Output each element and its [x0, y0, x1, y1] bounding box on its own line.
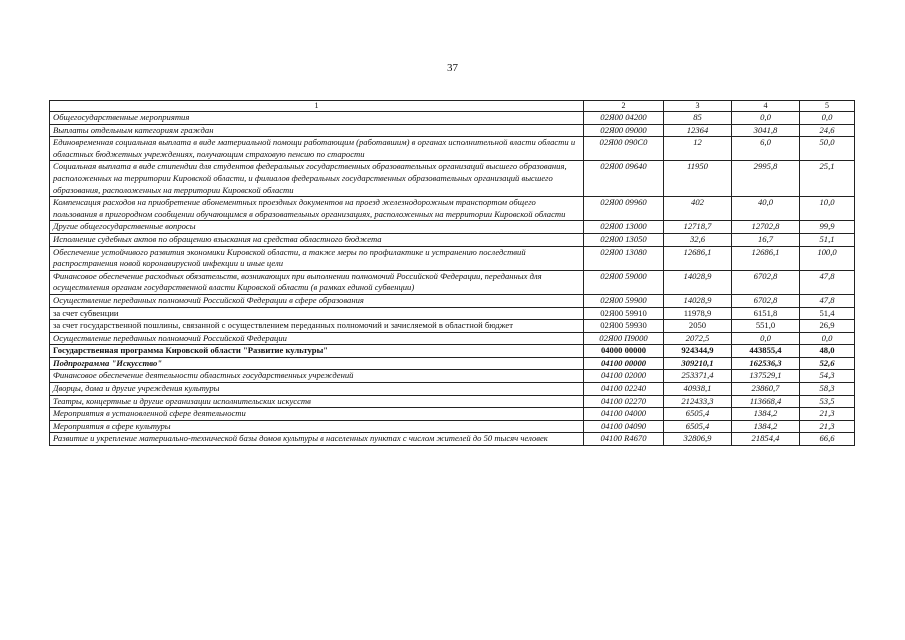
table-row — [50, 395, 855, 408]
row-percent-cell: 47,8 — [800, 294, 855, 307]
row-name-cell: Выплаты отдельным категориям граждан — [50, 124, 584, 137]
row-percent-cell: 26,9 — [800, 320, 855, 333]
row-actual-value-cell: 21854,4 — [732, 433, 800, 446]
header-col-2: 2 — [584, 101, 664, 112]
row-percent-cell: 99,9 — [800, 221, 855, 234]
table-row — [50, 345, 855, 358]
table-header-row — [50, 101, 855, 112]
row-actual-value-cell: 0,0 — [732, 332, 800, 345]
row-plan-value-cell: 924344,9 — [664, 345, 732, 358]
row-actual-value-cell: 12702,8 — [732, 221, 800, 234]
row-plan-value-cell: 32806,9 — [664, 433, 732, 446]
row-actual-value-cell: 3041,8 — [732, 124, 800, 137]
row-percent-cell: 21,3 — [800, 420, 855, 433]
table-row — [50, 370, 855, 383]
row-percent-cell: 52,6 — [800, 357, 855, 370]
table-row — [50, 124, 855, 137]
row-actual-value-cell: 2995,8 — [732, 161, 800, 197]
row-plan-value-cell: 12364 — [664, 124, 732, 137]
row-name-cell: Государственная программа Кировской области "Развитие культуры" — [50, 345, 584, 358]
row-percent-cell: 0,0 — [800, 332, 855, 345]
row-code-cell: 04100 02240 — [584, 383, 664, 396]
row-code-cell: 02Я00 090С0 — [584, 137, 664, 161]
row-percent-cell: 25,1 — [800, 161, 855, 197]
row-code-cell: 02Я00 13050 — [584, 233, 664, 246]
row-plan-value-cell: 402 — [664, 197, 732, 221]
row-plan-value-cell: 6505,4 — [664, 408, 732, 421]
row-code-cell: 04100 02270 — [584, 395, 664, 408]
row-name-cell: Мероприятия в сфере культуры — [50, 420, 584, 433]
row-name-cell: Исполнение судебных актов по обращению взыскания на средства областного бюджета — [50, 233, 584, 246]
table-row — [50, 294, 855, 307]
row-percent-cell: 58,3 — [800, 383, 855, 396]
table-row — [50, 270, 855, 294]
row-percent-cell: 50,0 — [800, 137, 855, 161]
row-plan-value-cell: 2072,5 — [664, 332, 732, 345]
row-name-cell: Театры, концертные и другие организации исполнительских искусств — [50, 395, 584, 408]
row-plan-value-cell: 32,6 — [664, 233, 732, 246]
row-plan-value-cell: 14028,9 — [664, 270, 732, 294]
table-row — [50, 332, 855, 345]
row-code-cell: 04000 00000 — [584, 345, 664, 358]
table-row — [50, 246, 855, 270]
row-code-cell: 02Я00 13000 — [584, 221, 664, 234]
row-name-cell: Мероприятия в установленной сфере деятельности — [50, 408, 584, 421]
row-plan-value-cell: 212433,3 — [664, 395, 732, 408]
row-percent-cell: 21,3 — [800, 408, 855, 421]
table-row — [50, 383, 855, 396]
row-percent-cell: 51,4 — [800, 307, 855, 320]
row-actual-value-cell: 12686,1 — [732, 246, 800, 270]
row-actual-value-cell: 23860,7 — [732, 383, 800, 396]
row-plan-value-cell: 12686,1 — [664, 246, 732, 270]
row-actual-value-cell: 16,7 — [732, 233, 800, 246]
row-code-cell: 02Я00 59000 — [584, 270, 664, 294]
row-plan-value-cell: 85 — [664, 112, 732, 125]
row-percent-cell: 0,0 — [800, 112, 855, 125]
row-code-cell: 04100 00000 — [584, 357, 664, 370]
row-code-cell: 02Я00 59900 — [584, 294, 664, 307]
budget-table — [49, 100, 855, 446]
table-row — [50, 112, 855, 125]
row-code-cell: 04100 R4670 — [584, 433, 664, 446]
row-code-cell: 04100 04090 — [584, 420, 664, 433]
row-actual-value-cell: 1384,2 — [732, 408, 800, 421]
row-percent-cell: 100,0 — [800, 246, 855, 270]
row-name-cell: Финансовое обеспечение деятельности областных государственных учреждений — [50, 370, 584, 383]
row-name-cell: Развитие и укрепление материально-технической базы домов культуры в населенных пунктах с числом жителей до 50 тысяч человек — [50, 433, 584, 446]
row-code-cell: 02Я00 59930 — [584, 320, 664, 333]
row-plan-value-cell: 14028,9 — [664, 294, 732, 307]
row-name-cell: Социальная выплата в виде стипендии для студентов федеральных государственных образовательных организаций высшего образования, расположенных на территории Кировской области, и филиалов федеральных государственных образовательных организаций высшего образования, расположенных на территории Кировской области — [50, 161, 584, 197]
row-code-cell: 02Я00 09960 — [584, 197, 664, 221]
row-percent-cell: 10,0 — [800, 197, 855, 221]
row-plan-value-cell: 11950 — [664, 161, 732, 197]
table-row — [50, 161, 855, 197]
row-name-cell: Финансовое обеспечение расходных обязательств, возникающих при выполнении полномочий Российской Федерации, переданных для осуществления органам государственной власти Кировской области (в рамках единой субвенции) — [50, 270, 584, 294]
header-col-1: 1 — [50, 101, 584, 112]
header-col-4: 4 — [732, 101, 800, 112]
row-name-cell: Общегосударственные мероприятия — [50, 112, 584, 125]
row-plan-value-cell: 40938,1 — [664, 383, 732, 396]
row-code-cell: 02Я00 09000 — [584, 124, 664, 137]
table-row — [50, 233, 855, 246]
row-name-cell: Обеспечение устойчивого развития экономики Кировской области, а также меры по профилактике и устранению последствий распространения новой коронавирусной инфекции и иные цели — [50, 246, 584, 270]
row-plan-value-cell: 12 — [664, 137, 732, 161]
row-plan-value-cell: 12718,7 — [664, 221, 732, 234]
row-percent-cell: 54,3 — [800, 370, 855, 383]
header-col-3: 3 — [664, 101, 732, 112]
row-name-cell: Осуществление переданных полномочий Российской Федерации в сфере образования — [50, 294, 584, 307]
row-percent-cell: 51,1 — [800, 233, 855, 246]
table-row — [50, 433, 855, 446]
row-name-cell: за счет субвенции — [50, 307, 584, 320]
row-percent-cell: 24,6 — [800, 124, 855, 137]
row-percent-cell: 66,6 — [800, 433, 855, 446]
row-actual-value-cell: 551,0 — [732, 320, 800, 333]
row-code-cell: 02Я00 П9000 — [584, 332, 664, 345]
row-plan-value-cell: 309210,1 — [664, 357, 732, 370]
row-percent-cell: 47,8 — [800, 270, 855, 294]
row-name-cell: Единовременная социальная выплата в виде материальной помощи работающим (работавшим) в органах исполнительной власти области и областных бюджетных учреждениях, получающим страховую пенсию по старости — [50, 137, 584, 161]
row-code-cell: 04100 02000 — [584, 370, 664, 383]
row-actual-value-cell: 113668,4 — [732, 395, 800, 408]
table-row — [50, 320, 855, 333]
row-actual-value-cell: 6702,8 — [732, 294, 800, 307]
row-code-cell: 02Я00 59910 — [584, 307, 664, 320]
table-row — [50, 137, 855, 161]
row-actual-value-cell: 6,0 — [732, 137, 800, 161]
row-code-cell: 04100 04000 — [584, 408, 664, 421]
table-row — [50, 221, 855, 234]
row-actual-value-cell: 1384,2 — [732, 420, 800, 433]
row-plan-value-cell: 6505,4 — [664, 420, 732, 433]
table-row — [50, 307, 855, 320]
row-name-cell: Осуществление переданных полномочий Российской Федерации — [50, 332, 584, 345]
row-percent-cell: 53,5 — [800, 395, 855, 408]
row-plan-value-cell: 253371,4 — [664, 370, 732, 383]
row-actual-value-cell: 40,0 — [732, 197, 800, 221]
row-percent-cell: 48,0 — [800, 345, 855, 358]
row-plan-value-cell: 11978,9 — [664, 307, 732, 320]
row-actual-value-cell: 162536,3 — [732, 357, 800, 370]
row-actual-value-cell: 137529,1 — [732, 370, 800, 383]
table-row — [50, 357, 855, 370]
row-actual-value-cell: 6151,8 — [732, 307, 800, 320]
table-row — [50, 420, 855, 433]
page-number: 37 — [447, 62, 458, 74]
table-row — [50, 197, 855, 221]
row-code-cell: 02Я00 13080 — [584, 246, 664, 270]
table-row — [50, 408, 855, 421]
row-name-cell: за счет государственной пошлины, связанной с осуществлением переданных полномочий и зачисляемой в областной бюджет — [50, 320, 584, 333]
row-name-cell: Другие общегосударственные вопросы — [50, 221, 584, 234]
row-plan-value-cell: 2050 — [664, 320, 732, 333]
row-actual-value-cell: 6702,8 — [732, 270, 800, 294]
row-code-cell: 02Я00 04200 — [584, 112, 664, 125]
row-actual-value-cell: 443855,4 — [732, 345, 800, 358]
row-code-cell: 02Я00 09640 — [584, 161, 664, 197]
header-col-5: 5 — [800, 101, 855, 112]
row-name-cell: Компенсация расходов на приобретение абонементных проездных документов на проезд железнодорожным транспортом общего пользования в пригородном сообщении обучающимся в образовательных организациях, расположенных на территории Кировской области — [50, 197, 584, 221]
row-name-cell: Подпрограмма "Искусство" — [50, 357, 584, 370]
row-name-cell: Дворцы, дома и другие учреждения культуры — [50, 383, 584, 396]
row-actual-value-cell: 0,0 — [732, 112, 800, 125]
